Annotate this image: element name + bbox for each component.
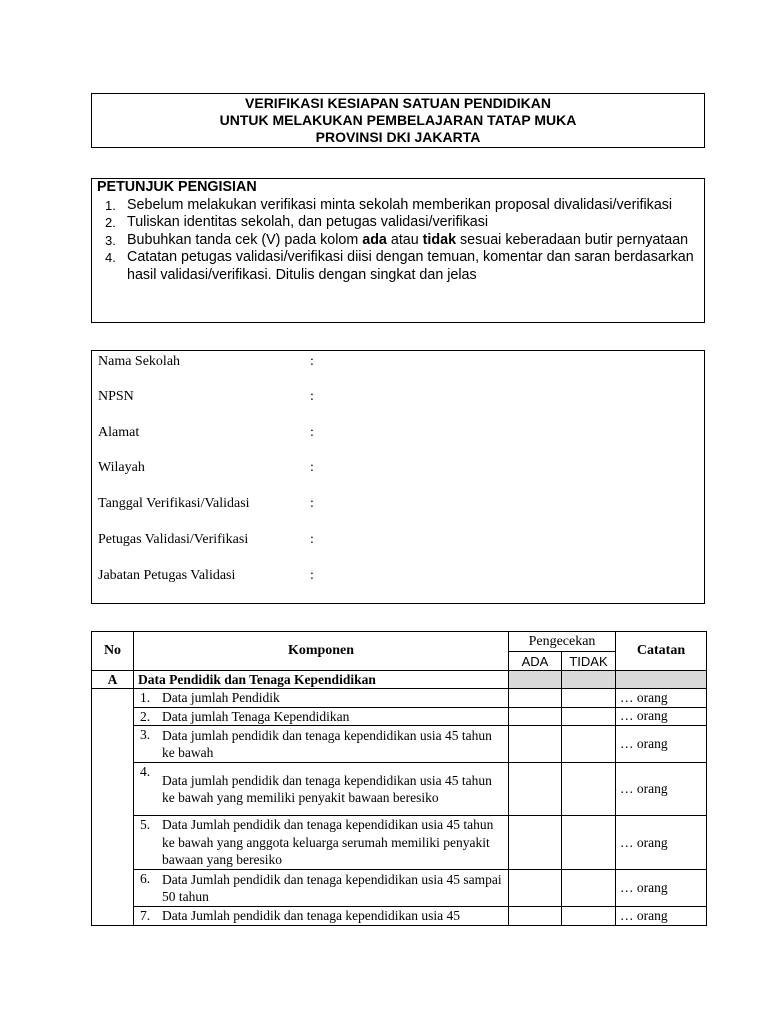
header-no: No (92, 632, 134, 671)
catatan-cell[interactable]: … orang (616, 726, 707, 763)
section-title: Data Pendidik dan Tenaga Kependidikan (134, 671, 509, 689)
ada-cell[interactable] (509, 763, 562, 816)
komponen-cell (134, 816, 509, 870)
table-row (92, 689, 707, 708)
instructions-heading: PETUNJUK PENGISIAN (97, 179, 257, 195)
item-number: 5. (140, 817, 151, 832)
instruction-text-part: Bubuhkan tanda cek (V) pada kolom (127, 231, 363, 248)
tidak-cell[interactable] (562, 816, 616, 870)
tidak-cell[interactable] (562, 907, 616, 926)
ada-cell[interactable] (509, 907, 562, 926)
item-text: Data Jumlah pendidik dan tenaga kependidikan usia 45 tahun ke bawah yang anggota keluarga serumah memiliki penyakit bawaan yang beresiko (162, 817, 494, 868)
identity-label: Jabatan Petugas Validasi (98, 568, 236, 583)
identity-label: Wilayah (98, 460, 145, 475)
catatan-cell[interactable] (616, 671, 707, 689)
header-tidak: TIDAK (562, 652, 616, 671)
table-row (92, 763, 707, 816)
document-title-box (91, 93, 705, 148)
instruction-text: Catatan petugas validasi/verifikasi diisi dengan temuan, komentar dan saran berdasarkan hasil validasi/verifikasi. Ditulis dengan singkat dan jelas (127, 249, 694, 283)
identity-label: Alamat (98, 425, 140, 440)
header-komponen: Komponen (134, 632, 509, 671)
section-code: A (92, 671, 134, 689)
no-cell (92, 707, 134, 726)
title-line-1: VERIFIKASI KESIAPAN SATUAN PENDIDIKAN (245, 95, 551, 111)
ada-cell[interactable] (509, 816, 562, 870)
instruction-number: 2. (105, 215, 116, 230)
instruction-number: 4. (105, 250, 116, 265)
komponen-cell (134, 689, 509, 708)
section-row (92, 671, 707, 689)
instruction-text-part: sesuai keberadaan butir pernyataan (456, 231, 689, 248)
instruction-text: Tuliskan identitas sekolah, dan petugas validasi/verifikasi (127, 214, 489, 230)
item-number: 2. (140, 708, 151, 724)
table-row (92, 707, 707, 726)
komponen-cell (134, 763, 509, 816)
komponen-cell (134, 707, 509, 726)
catatan-cell[interactable]: … orang (616, 689, 707, 708)
ada-cell[interactable] (509, 707, 562, 726)
title-line-2: UNTUK MELAKUKAN PEMBELAJARAN TATAP MUKA (219, 112, 577, 128)
checklist-table (91, 631, 707, 926)
komponen-cell (134, 907, 509, 926)
header-ada: ADA (509, 652, 562, 671)
instruction-item (97, 214, 700, 232)
item-number: 6. (140, 871, 151, 886)
instruction-item (97, 249, 700, 284)
no-cell (92, 763, 134, 816)
item-number: 1. (140, 690, 151, 705)
catatan-cell[interactable]: … orang (616, 816, 707, 870)
identity-label: Petugas Validasi/Verifikasi (98, 532, 249, 547)
identity-colon: : (310, 389, 314, 404)
instruction-text: Sebelum melakukan verifikasi minta sekolah memberikan proposal divalidasi/verifikasi (127, 196, 673, 213)
instructions-list (97, 197, 700, 285)
ada-cell[interactable] (509, 726, 562, 763)
table-row (92, 870, 707, 907)
school-identity-box (91, 350, 705, 604)
item-text: Data jumlah Tenaga Kependidikan (162, 708, 350, 724)
tidak-cell[interactable] (562, 671, 616, 689)
identity-colon: : (310, 460, 314, 475)
instructions-box (91, 178, 705, 323)
table-row (92, 726, 707, 763)
identity-colon: : (310, 425, 314, 440)
no-cell (92, 689, 134, 708)
item-text: Data Jumlah pendidik dan tenaga kependidikan usia 45 (162, 908, 461, 923)
catatan-cell[interactable]: … orang (616, 763, 707, 816)
tidak-cell[interactable] (562, 707, 616, 726)
identity-colon: : (310, 568, 314, 583)
tidak-cell[interactable] (562, 763, 616, 816)
tidak-cell[interactable] (562, 726, 616, 763)
ada-cell[interactable] (509, 689, 562, 708)
header-catatan: Catatan (616, 632, 707, 671)
item-number: 7. (140, 908, 151, 923)
catatan-cell[interactable]: … orang (616, 870, 707, 907)
instruction-number: 1. (105, 197, 116, 213)
tidak-cell[interactable] (562, 870, 616, 907)
tidak-cell[interactable] (562, 689, 616, 708)
instruction-item (97, 197, 700, 215)
table-header-row (92, 632, 707, 652)
komponen-cell (134, 726, 509, 763)
ada-cell[interactable] (509, 870, 562, 907)
no-cell (92, 870, 134, 907)
komponen-cell (134, 870, 509, 907)
table-row (92, 816, 707, 870)
title-line-3: PROVINSI DKI JAKARTA (315, 129, 481, 145)
item-number: 4. (140, 764, 151, 779)
catatan-cell[interactable]: … orang (616, 707, 707, 726)
item-number: 3. (140, 727, 151, 742)
table-row (92, 907, 707, 926)
header-pengecekan: Pengecekan (509, 632, 616, 652)
instruction-bold-tidak: tidak (422, 231, 457, 248)
identity-colon: : (310, 532, 314, 547)
instruction-item (97, 232, 700, 250)
identity-label: Nama Sekolah (98, 354, 181, 369)
item-text: Data jumlah Pendidik (162, 690, 280, 705)
item-text: Data jumlah pendidik dan tenaga kependidikan usia 45 tahun ke bawah (162, 727, 492, 760)
ada-cell[interactable] (509, 671, 562, 689)
item-text: Data jumlah pendidik dan tenaga kependidikan usia 45 tahun ke bawah yang memiliki penyakit bawaan beresiko (162, 772, 492, 805)
identity-colon: : (310, 354, 314, 369)
identity-colon: : (310, 496, 314, 511)
no-cell (92, 816, 134, 870)
instruction-number: 3. (105, 232, 116, 248)
instruction-text-part: atau (386, 231, 423, 248)
item-text: Data Jumlah pendidik dan tenaga kependidikan usia 45 sampai 50 tahun (162, 871, 502, 904)
identity-label: NPSN (98, 389, 134, 404)
no-cell (92, 726, 134, 763)
instruction-bold-ada: ada (362, 231, 387, 248)
identity-label: Tanggal Verifikasi/Validasi (98, 496, 250, 511)
catatan-cell[interactable]: … orang (616, 907, 707, 926)
no-cell (92, 907, 134, 926)
